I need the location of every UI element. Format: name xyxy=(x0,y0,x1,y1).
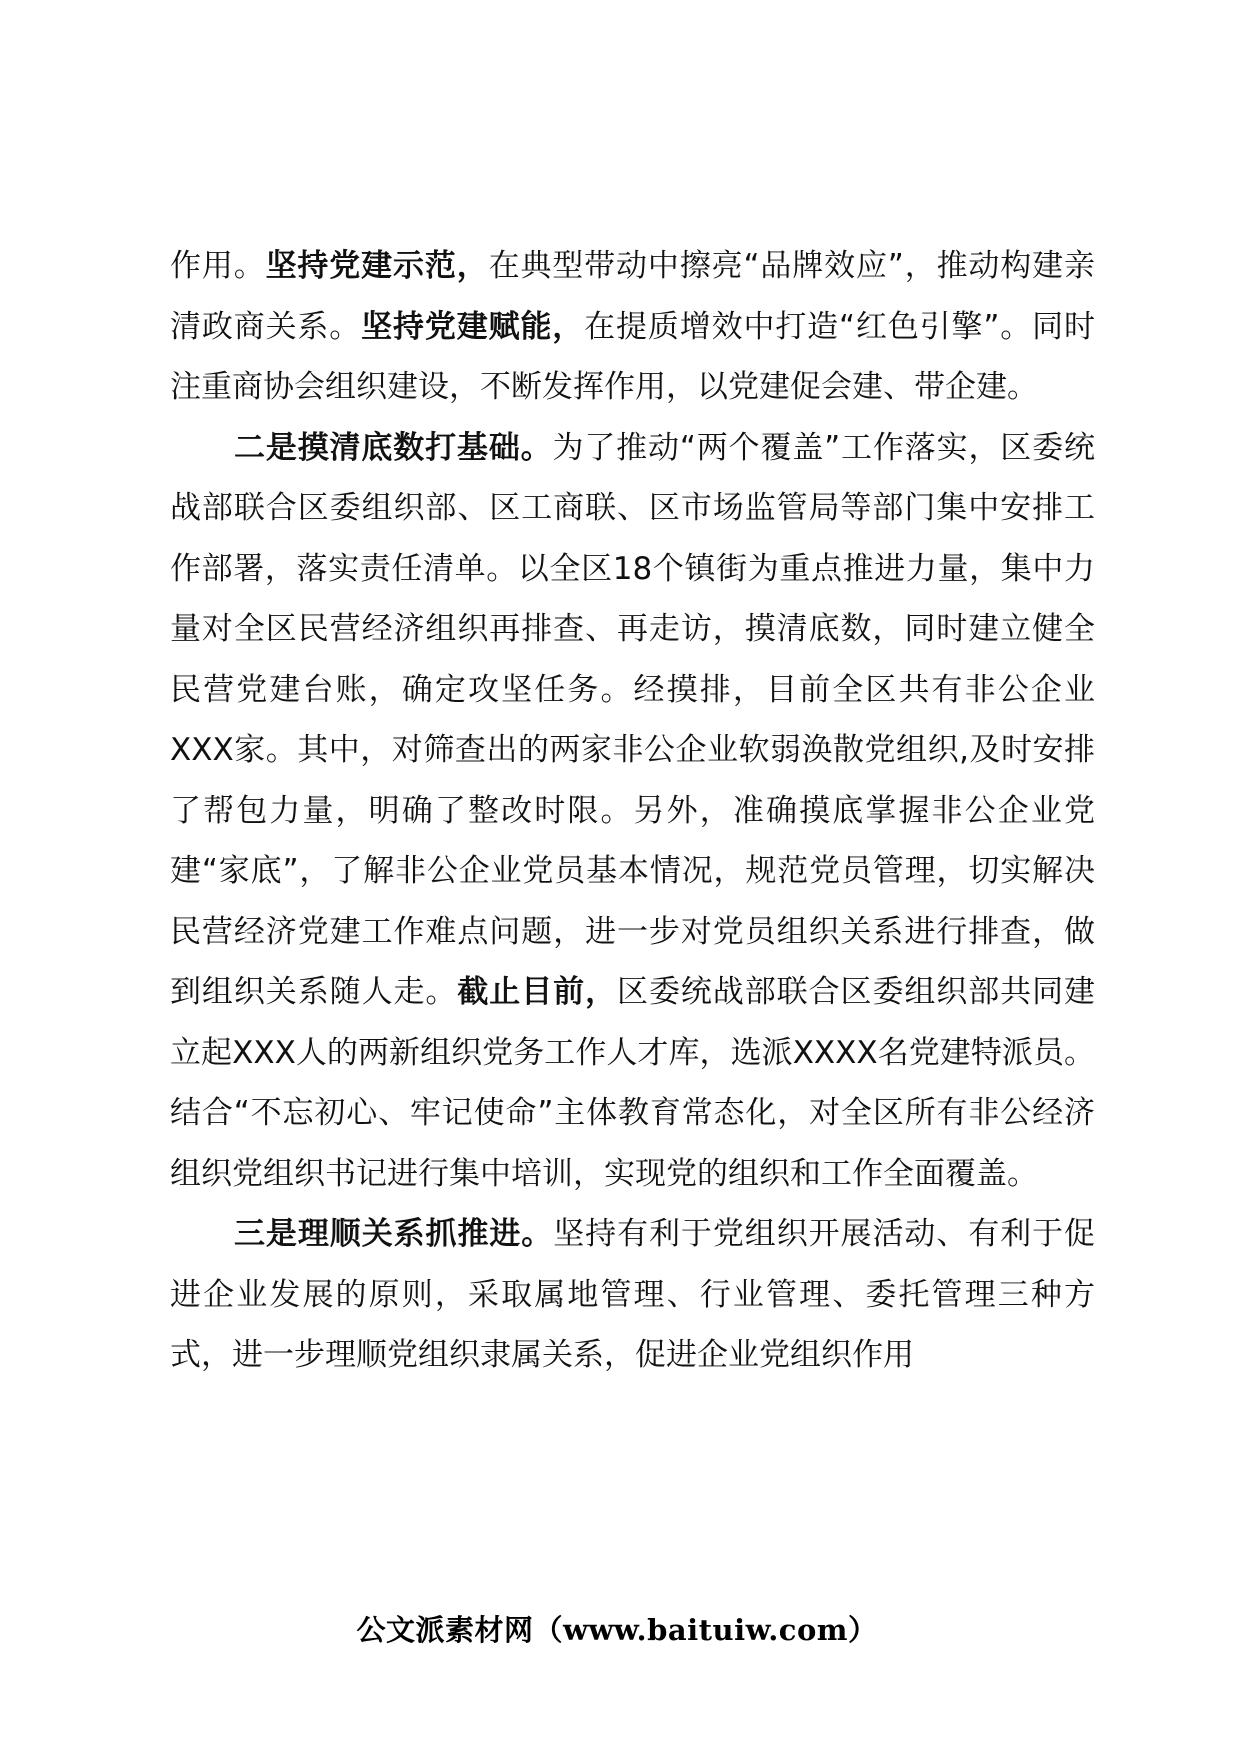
footer-watermark: 公文派素材网（www.baituiw.com） xyxy=(356,1613,878,1647)
section-heading: 三是理顺关系抓推进。 xyxy=(234,1216,554,1252)
text-run: 坚持有利于党组织开展活动、有利于促进企业发展的原则，采取属地管理、行业管理、委托管理三种方式，进一步理顺党组织隶属关系，促进企业党组织作用 xyxy=(170,1216,1096,1373)
bold-heading: 截止目前， xyxy=(457,974,618,1010)
bold-heading: 坚持党建示范， xyxy=(265,248,489,284)
paragraph-3 xyxy=(170,1204,1095,1386)
text-run: 在典型带动中擦亮“品牌效应”，推动构建亲清政商关系。 xyxy=(170,248,1096,345)
bold-heading: 坚持党建赋能， xyxy=(361,308,585,345)
text-run: 在提质增效中打造“红色引擎”。同时注重商协会组织建设，不断发挥作用，以党建促会建、带企建。 xyxy=(170,308,1096,405)
text-run: 为了推动“两个覆盖”工作落实，区委统战部联合区委组织部、区工商联、区市场监管局等部门集中安排工作部署，落实责任清单。以全区18个镇街为重点推进力量，集中力量对全区民营经济组织再排查、再走访，摸清底数，同时建立健全民营党建台账，确定攻坚任务。经摸排，目前全区共有非公企业XXX家。其中，对筛查出的两家非公企业软弱涣散党组织,及时安排了帮包力量，明确了整改时限。另外，准确摸底掌握非公企业党建“家底”，了解非公企业党员基本情况，规范党员管理，切实解决民营经济党建工作难点问题，进一步对党员组织关系进行排查，做到组织关系随人走。 xyxy=(170,429,1096,1010)
document-body xyxy=(170,236,1095,1386)
section-heading: 二是摸清底数打基础。 xyxy=(234,429,553,466)
paragraph-1 xyxy=(170,236,1095,418)
paragraph-2 xyxy=(170,418,1095,1205)
text-run: 区委统战部联合区委组织部共同建立起XXX人的两新组织党务工作人才库，选派XXXX名党建特派员。结合“不忘初心、牢记使命”主体教育常态化，对全区所有非公经济组织党组织书记进行集中培训，实现党的组织和工作全面覆盖。 xyxy=(170,974,1096,1192)
text-run: 作用。 xyxy=(170,248,266,284)
